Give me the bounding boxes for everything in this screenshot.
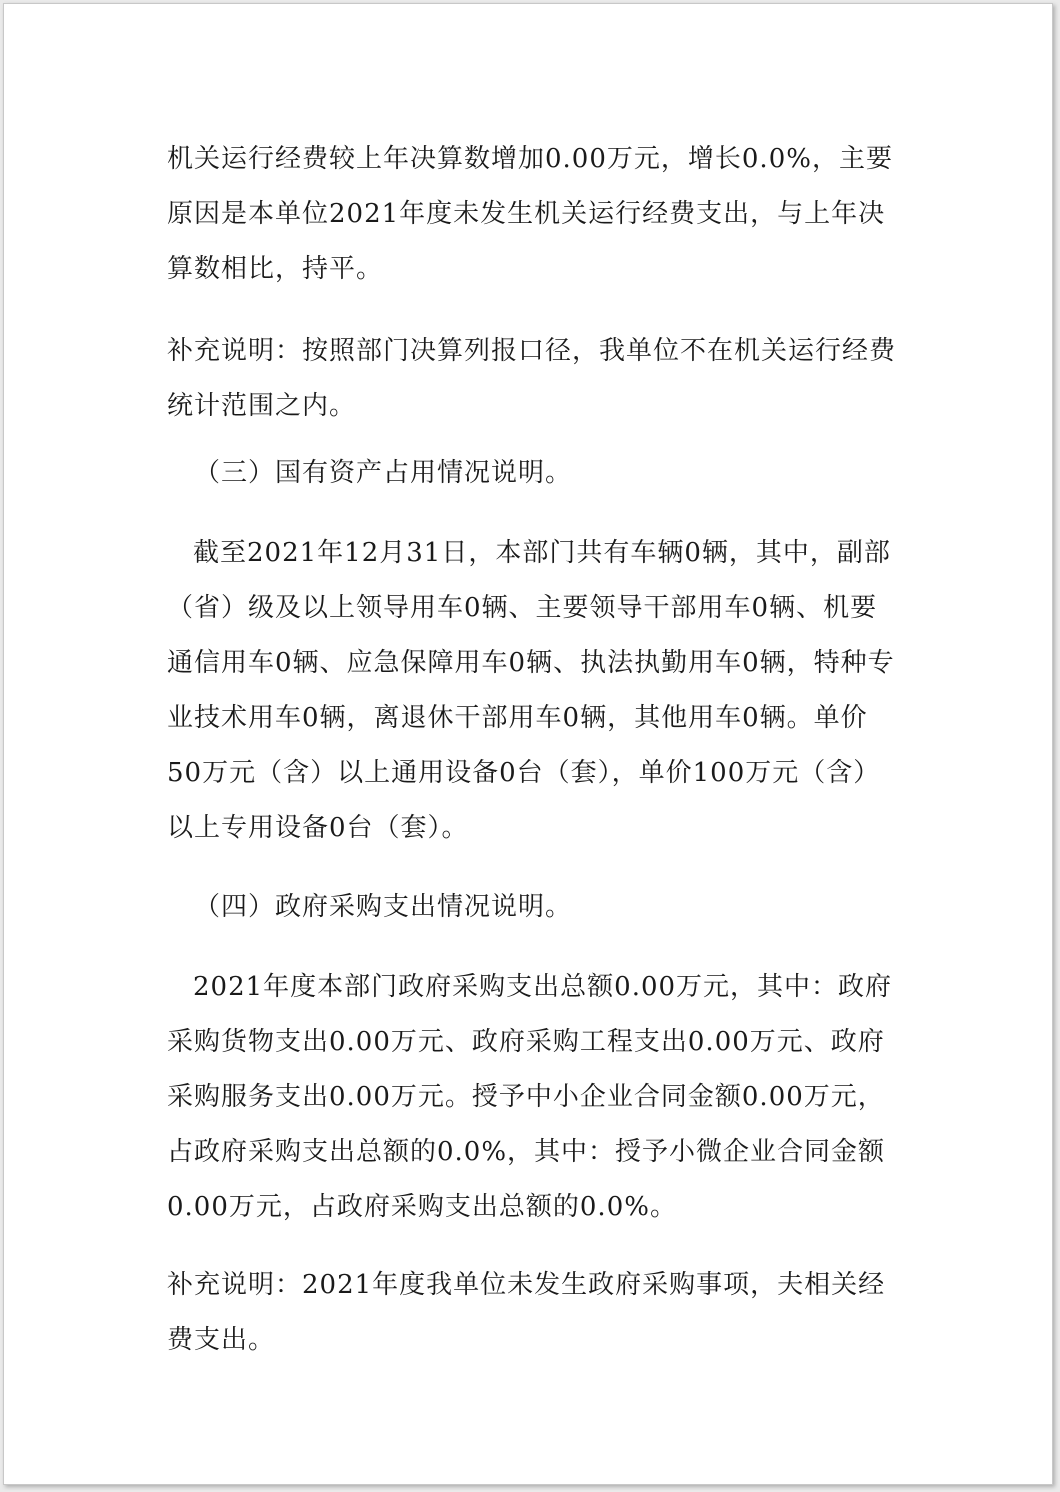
heading-gov-procurement: （四）政府采购支出情况说明。	[194, 892, 573, 922]
document-page	[3, 3, 1053, 1485]
paragraph-admin-expense: 机关运行经费较上年决算数增加0.00万元，增长0.0%，主要原因是本单位2021年度未发生机关运行经费支出，与上年决算数相比，持平。	[167, 144, 893, 284]
paragraph-supplement-admin: 补充说明：按照部门决算列报口径，我单位不在机关运行经费统计范围之内。	[167, 336, 897, 421]
paragraph-supplement-procurement: 补充说明：2021年度我单位未发生政府采购事项，夫相关经费支出。	[167, 1270, 886, 1355]
paragraph-gov-procurement: 2021年度本部门政府采购支出总额0.00万元，其中：政府采购货物支出0.00万元、政府采购工程支出0.00万元、政府采购服务支出0.00万元。授予中小企业合同金额0.00万元，占政府采购支出总额的0.0%，其中：授予小微企业合同金额0.00万元，占政府采购支出总额的0.0%。	[167, 972, 893, 1222]
heading-state-assets: （三）国有资产占用情况说明。	[194, 458, 573, 488]
paragraph-state-assets: 截至2021年12月31日，本部门共有车辆0辆，其中，副部（省）级及以上领导用车0辆、主要领导干部用车0辆、机要通信用车0辆、应急保障用车0辆、执法执勤用车0辆，特种专业技术用车0辆，离退休干部用车0辆，其他用车0辆。单价50万元（含）以上通用设备0台（套），单价100万元（含）以上专用设备0台（套）。	[167, 538, 895, 843]
